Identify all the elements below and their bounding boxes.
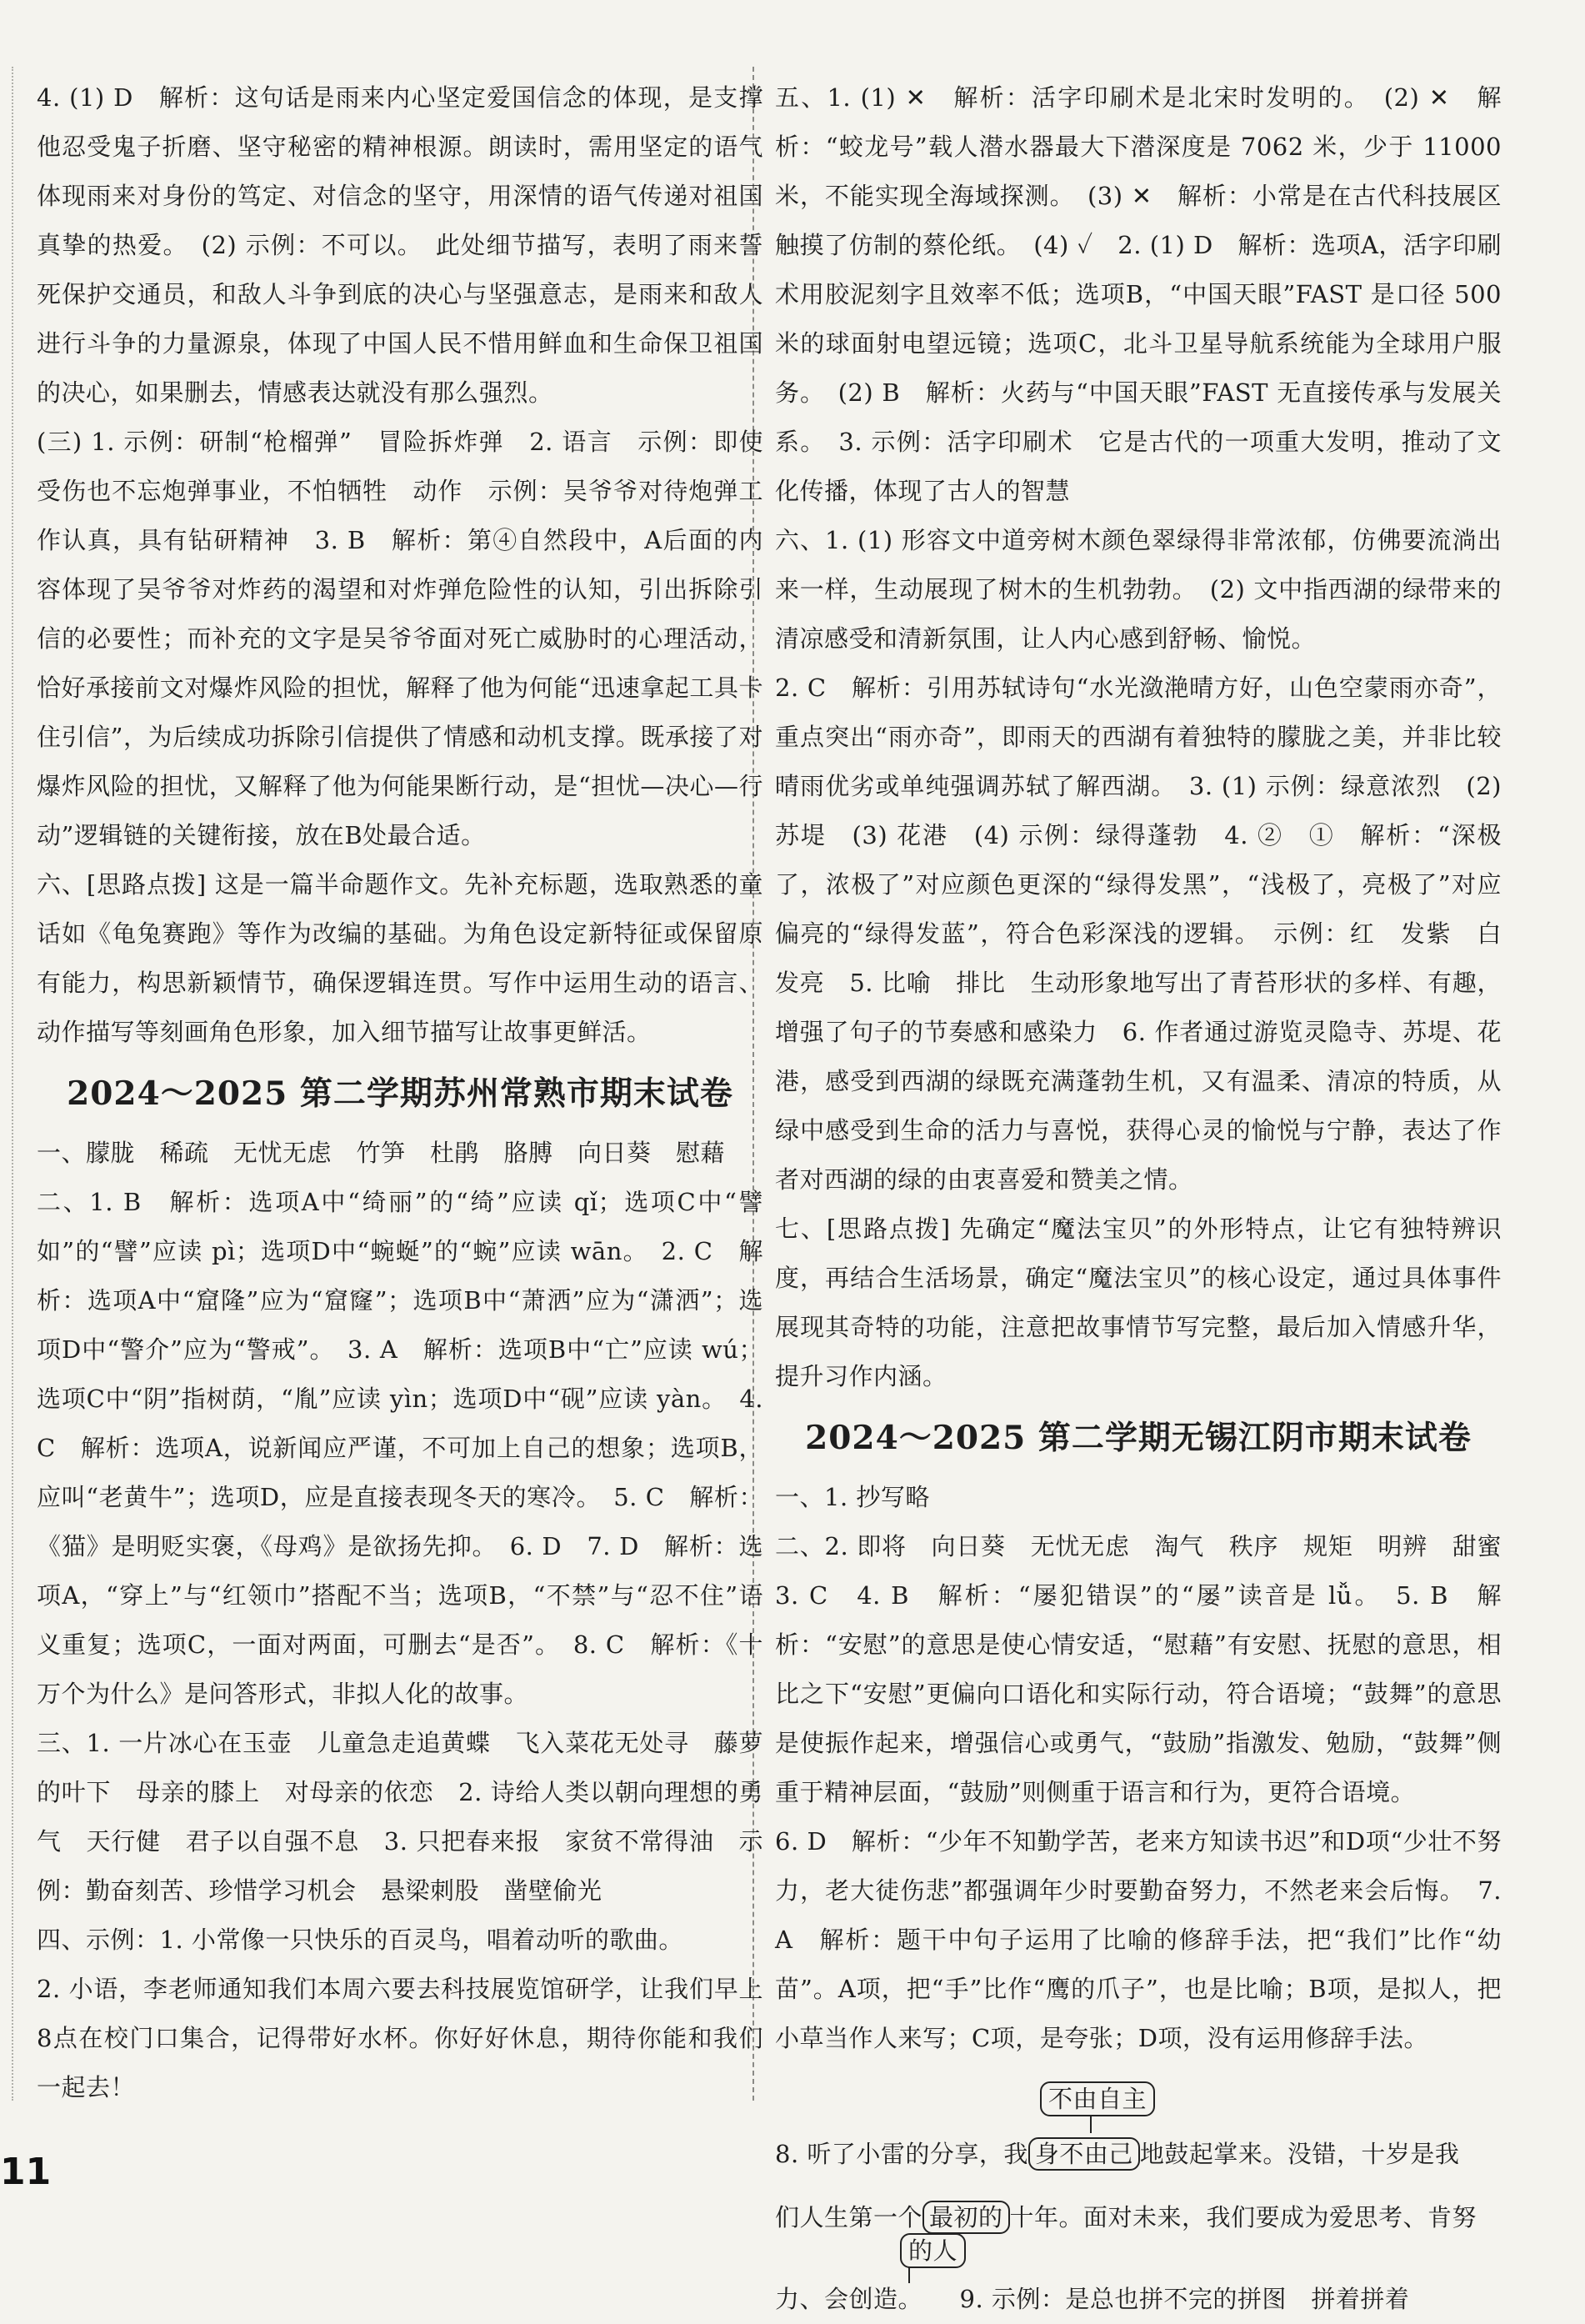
answer-paragraph: 五、1. (1) ✕ 解析：活字印刷术是北宋时发明的。 (2) ✕ 解析：“蛟龙号”载人潜水器最大下潜深度是 7062 米，少于 11000 米，不能实现全海域探测。 (3) ✕ 解析：小常是在古代科技展区触摸了仿制的蔡伦纸。 (4) ✓ 2. (1) D 解析：选项A，活字印刷术用胶泥刻字且效率不低；选项B，“中国天眼”FAST 是口径 500 米的球面射电望远镜；选项C，北斗卫星导航系统能为全球用户服务。 (2) B 解析：火药与“中国天眼”FAST 无直接传承与发展关系。 3. 示例：活字印刷术 它是古代的一项重大发明，推动了文化传播，体现了古人的智慧 [775, 83, 1502, 505]
right-column [775, 73, 1527, 2320]
answer-paragraph: 一、朦胧 稀疏 无忧无虑 竹笋 杜鹃 胳膊 向日葵 慰藉 [37, 1139, 726, 1167]
answer-paragraph: 6. D 解析：“少年不知勤学苦，老来方知读书迟”和D项“少壮不努力，老大徒伤悲”都强调年少时要勤奋努力，不然老来会后悔。 7. A 解析：题干中句子运用了比喻的修辞手法，把“我们”比作“幼苗”。A项，把“手”比作“鹰的爪子”，也是比喻；B项，是拟人，把小草当作人来写；C项，是夸张；D项，没有运用修辞手法。 [775, 1827, 1502, 2052]
exam-title: 2024～2025 第二学期无锡江阴市期末试卷 [805, 1419, 1472, 1457]
answer-paragraph: 七、[思路点拨] 先确定“魔法宝贝”的外形特点，让它有独特辨识度，再结合生活场景，确定“魔法宝贝”的核心设定，通过具体事件展现其奇特的功能，注意把故事情节写完整，最后加入情感升华，提升习作内涵。 [775, 1215, 1502, 1390]
answer-paragraph: 二、1. B 解析：选项A中“绮丽”的“绮”应读 qǐ；选项C中“譬如”的“譬”应读 pì；选项D中“蜿蜒”的“蜿”应读 wān。 2. C 解析：选项A中“窟隆”应为“窟窿”；选项B中“萧洒”应为“潇洒”；选项D中“警介”应为“警戒”。 3. A 解析：选项B中“亡”应读 wú；选项C中“阴”指树荫，“胤”应读 yìn；选项D中“砚”应读 yàn。 4. C 解析：选项A，说新闻应严谨，不可加上自己的想象；选项B，应叫“老黄牛”；选项D，应是直接表现冬天的寒冷。 5. C 解析：《猫》是明贬实褒，《母鸡》是欲扬先抑。 6. D 7. D 解析：选项A，“穿上”与“红领巾”搭配不当；选项B，“不禁”与“忍不住”语义重复；选项C，一面对两面，可删去“是否”。 8. C 解析：《十万个为什么》是问答形式，非拟人化的故事。 [37, 1188, 763, 1708]
answer-paragraph: 六、1. (1) 形容文中道旁树木颜色翠绿得非常浓郁，仿佛要流淌出来一样，生动展现了树木的生机勃勃。 (2) 文中指西湖的绿带来的清凉感受和清新氛围，让人内心感到舒畅、愉悦。 [775, 526, 1502, 653]
answer-paragraph: 二、2. 即将 向日葵 无忧无虑 淘气 秩序 规矩 明辨 甜蜜 3. C 4. B 解析：“屡犯错误”的“屡”读音是 lǚ。 5. B 解析：“安慰”的意思是使心情安适，“慰藉”有安慰、抚慰的意思，相比之下“安慰”更偏向口语化和实际行动，符合语境；“鼓舞”的意思是使振作起来，增强信心或勇气，“鼓励”指激发、勉励，“鼓舞”侧重于精神层面，“鼓励”则侧重于语言和行为，更符合语境。 [775, 1532, 1527, 1806]
correction-line-3: 力、会创造。 9. 示例：是总也拼不完的拼图 拼着拼着 [775, 2285, 1410, 2313]
left-margin-rule [12, 67, 13, 2101]
answer-paragraph: 4. (1) D 解析：这句话是雨来内心坚定爱国信念的体现，是支撑他忍受鬼子折磨、坚守秘密的精神根源。朗读时，需用坚定的语气体现雨来对身份的笃定、对信念的坚守，用深情的语气传递对祖国真挚的热爱。 (2) 示例：不可以。 此处细节描写，表明了雨来誓死保护交通员，和敌人斗争到底的决心与坚强意志，是雨来和敌人进行斗争的力量源泉，体现了中国人民不惜用鲜血和生命保卫祖国的决心，如果删去，情感表达就没有那么强烈。 [37, 83, 763, 407]
correction-line-2: 们人生第一个 最初的 十年。面对未来，我们要成为爱思考、肯努 [775, 2193, 1502, 2242]
left-column [37, 73, 763, 2112]
exam-title: 2024～2025 第二学期苏州常熟市期末试卷 [67, 1074, 733, 1113]
inserted-word-box: 的人 [900, 2233, 966, 2268]
page-number: 11 [0, 2151, 52, 2193]
answer-paragraph: 一、1. 抄写略 [775, 1483, 930, 1511]
circled-word: 最初的 [922, 2201, 1010, 2234]
circled-word: 身不由己 [1028, 2137, 1140, 2171]
answer-paragraph: 2. 小语，李老师通知我们本周六要去科技展览馆研学，让我们早上8点在校门口集合，记得带好水杯。你好好休息，期待你能和我们一起去！ [37, 1975, 763, 2101]
answer-paragraph: 三、1. 一片冰心在玉壶 儿童急走追黄蝶 飞入菜花无处寻 藤萝的叶下 母亲的膝上 对母亲的依恋 2. 诗给人类以朝向理想的勇气 天行健 君子以自强不息 3. 只把春来报 家贫不常得油 示例：勤奋刻苦、珍惜学习机会 悬梁刺股 凿壁偷光 [37, 1729, 763, 1905]
answer-paragraph: 四、示例：1. 小常像一只快乐的百灵鸟，唱着动听的歌曲。 [37, 1926, 683, 1954]
correction-exercise [775, 2078, 1502, 2320]
answer-paragraph: (三) 1. 示例：研制“枪榴弹” 冒险拆炸弹 2. 语言 示例：即使受伤也不忘炮弹事业，不怕牺牲 动作 示例：吴爷爷对待炮弹工作认真，具有钻研精神 3. B 解析：第④自然段中，A后面的内容体现了吴爷爷对炸药的渴望和对炸弹危险性的认知，引出拆除引信的必要性；而补充的文字是吴爷爷面对死亡威胁时的心理活动，恰好承接前文对爆炸风险的担忧，解释了他为何能“迅速拿起工具卡住引信”，为后续成功拆除引信提供了情感和动机支撑。既承接了对爆炸风险的担忧，又解释了他为何能果断行动，是“担忧—决心—行动”逻辑链的关键衔接，放在B处最合适。 [37, 428, 763, 849]
answer-paragraph: 六、[思路点拨] 这是一篇半命题作文。先补充标题，选取熟悉的童话如《龟兔赛跑》等作为改编的基础。为角色设定新特征或保留原有能力，构思新颖情节，确保逻辑连贯。写作中运用生动的语言、动作描写等刻画角色形象，加入细节描写让故事更鲜活。 [37, 870, 763, 1046]
answer-paragraph: 2. C 解析：引用苏轼诗句“水光潋滟晴方好，山色空蒙雨亦奇”，重点突出“雨亦奇”，即雨天的西湖有着独特的朦胧之美，并非比较晴雨优劣或单纯强调苏轼了解西湖。 3. (1) 示例：绿意浓烈 (2) 苏堤 (3) 花港 (4) 示例：绿得蓬勃 4. ② ① 解析：“深极了，浓极了”对应颜色更深的“绿得发黑”，“浅极了，亮极了”对应偏亮的“绿得发蓝”，符合色彩深浅的逻辑。 示例：红 发紫 白 发亮 5. 比喻 排比 生动形象地写出了青苔形状的多样、有趣，增强了句子的节奏感和感染力 6. 作者通过游览灵隐寺、苏堤、花港，感受到西湖的绿既充满蓬勃生机，又有温柔、清凉的特质，从绿中感受到生命的活力与喜悦，获得心灵的愉悦与宁静，表达了作者对西湖的绿的由衷喜爱和赞美之情。 [775, 674, 1527, 1194]
inserted-word-box: 不由自主 [1040, 2081, 1155, 2116]
correction-line-1: 8. 听了小雷的分享，我 身不由己 地鼓起掌来。没错，十岁是我 [775, 2130, 1502, 2179]
